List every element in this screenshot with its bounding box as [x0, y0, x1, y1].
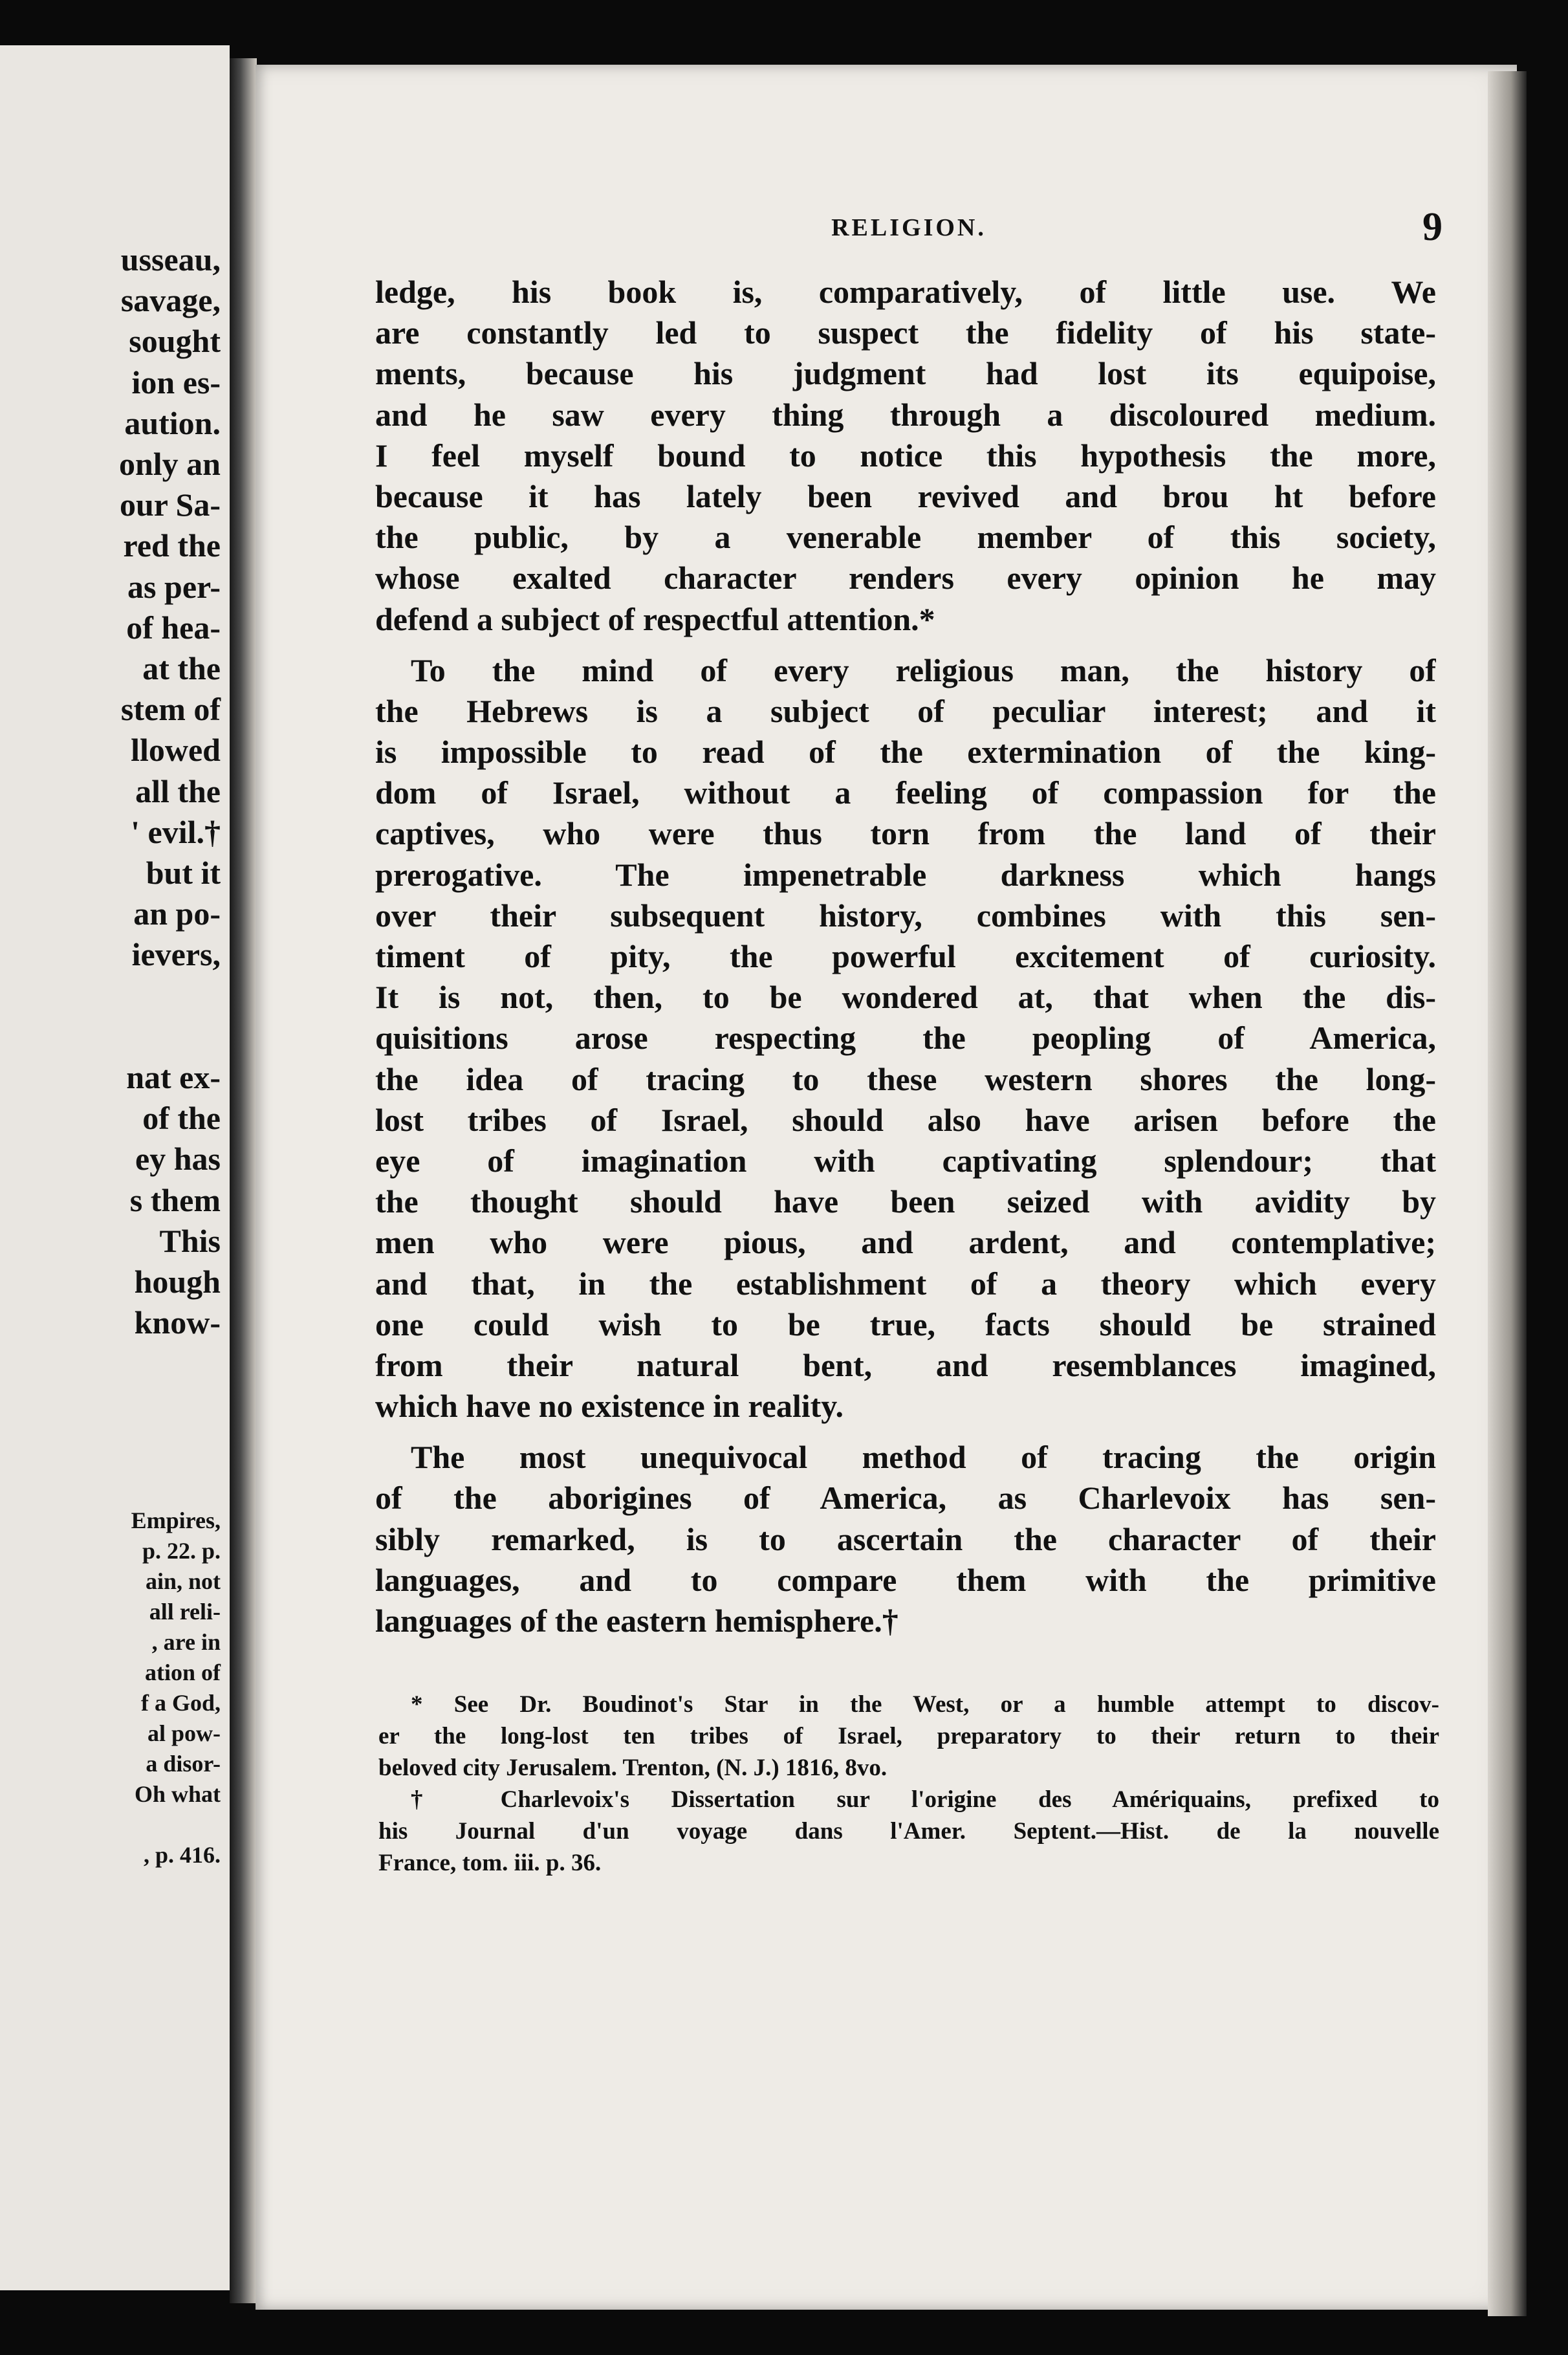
text-line: and that, in the establishment of a theory which every: [375, 1265, 1436, 1302]
left-page-fragment: llowed: [131, 732, 221, 769]
text-line: are constantly led to suspect the fidelity of his state-: [375, 314, 1436, 351]
text-line: timent of pity, the powerful excitement of curiosity.: [375, 938, 1436, 974]
page-number: 9: [1422, 205, 1443, 249]
text-line: To the mind of every religious man, the history of: [411, 652, 1436, 688]
text-line: the Hebrews is a subject of peculiar interest; and it: [375, 692, 1436, 729]
footnote-line: * See Dr. Boudinot's Star in the West, or a humble attempt to discov-: [411, 1691, 1439, 1718]
left-page-fragment: stem of: [120, 691, 221, 728]
left-page-fragment: our Sa-: [119, 487, 221, 523]
footnotes: [378, 1689, 1439, 1879]
left-page-fragment: red the: [123, 527, 221, 564]
text-line: the thought should have been seized with avidity by: [375, 1183, 1436, 1220]
left-page-fragment: of hea-: [126, 609, 221, 646]
left-page-fragment: aution.: [124, 404, 221, 441]
text-line: men who were pious, and ardent, and contemplative;: [375, 1224, 1436, 1261]
text-line: one could wish to be true, facts should be strained: [375, 1306, 1436, 1342]
left-page-fragment: of the: [142, 1100, 221, 1137]
page-edge-shadow: [1488, 71, 1527, 2316]
left-page-fragment: ' evil.†: [131, 813, 221, 850]
left-page-fragment: all the: [135, 772, 221, 809]
left-page-fragment: know-: [134, 1304, 221, 1341]
left-page-fragment: savage,: [120, 282, 221, 319]
footnote-line: † Charlevoix's Dissertation sur l'origine des Amériquains, prefixed to: [411, 1786, 1439, 1813]
left-page-fragment: ion es-: [131, 364, 221, 400]
text-line: languages of the eastern hemisphere.†: [375, 1603, 898, 1639]
text-line: captives, who were thus torn from the land of their: [375, 815, 1436, 852]
left-page-note-fragment: ation of: [145, 1659, 221, 1685]
left-page-fragment: at the: [142, 650, 221, 686]
left-page-fragment: nat ex-: [126, 1059, 221, 1095]
body-text: [375, 272, 1436, 1641]
footnote-line: er the long-lost ten tribes of Israel, preparatory to their return to their: [378, 1723, 1439, 1749]
left-page-fragment: ievers,: [131, 936, 221, 973]
paragraph: [375, 272, 1436, 640]
left-page-note-fragment: ain, not: [145, 1568, 221, 1594]
paragraph-gap: [375, 1427, 1436, 1437]
main-page: [256, 65, 1517, 2310]
text-line: the idea of tracing to these western shores the long-: [375, 1060, 1436, 1097]
footnote-line: France, tom. iii. p. 36.: [378, 1850, 602, 1876]
text-line: whose exalted character renders every opinion he may: [375, 560, 1436, 597]
left-page-note-fragment: Oh what: [134, 1781, 221, 1807]
footnote-line: beloved city Jerusalem. Trenton, (N. J.) 1816, 8vo.: [378, 1755, 887, 1781]
footnote: [378, 1784, 1439, 1879]
left-facing-page: [0, 45, 230, 2290]
text-line: defend a subject of respectful attention.*: [375, 600, 935, 637]
footnote: [378, 1689, 1439, 1784]
left-page-note-fragment: , are in: [151, 1629, 221, 1655]
text-line: It is not, then, to be wondered at, that when the dis-: [375, 979, 1436, 1016]
left-page-note-fragment: , p. 416.: [143, 1842, 221, 1868]
text-line: from their natural bent, and resemblances imagined,: [375, 1346, 1436, 1383]
left-page-fragment: usseau,: [120, 241, 221, 278]
text-line: the public, by a venerable member of this society,: [375, 519, 1436, 556]
paragraph-gap: [375, 640, 1436, 650]
text-line: and he saw every thing through a discoloured medium.: [375, 396, 1436, 433]
text-line: sibly remarked, is to ascertain the character of their: [375, 1520, 1436, 1557]
left-page-note-fragment: a disor-: [146, 1751, 221, 1777]
text-line: over their subsequent history, combines with this sen-: [375, 897, 1436, 934]
text-line: lost tribes of Israel, should also have arisen before the: [375, 1101, 1436, 1138]
left-page-fragment: but it: [146, 855, 221, 891]
left-page-fragment: as per-: [127, 568, 221, 605]
book-gutter: [230, 58, 257, 2303]
text-line: ments, because his judgment had lost its equipoise,: [375, 355, 1436, 392]
text-line: The most unequivocal method of tracing the origin: [411, 1439, 1436, 1476]
text-line: of the aborigines of America, as Charlevoix has sen-: [375, 1480, 1436, 1517]
left-page-fragment: hough: [134, 1264, 221, 1300]
text-line: languages, and to compare them with the primitive: [375, 1561, 1436, 1598]
text-line: quisitions arose respecting the peopling of America,: [375, 1020, 1436, 1057]
left-page-fragment: sought: [129, 323, 221, 360]
paragraph: [375, 1437, 1436, 1641]
left-page-note-fragment: p. 22. p.: [142, 1538, 221, 1564]
left-page-fragment: only an: [118, 446, 221, 482]
left-page-note-fragment: f a God,: [140, 1690, 221, 1716]
left-page-fragment: This: [159, 1222, 221, 1259]
text-line: I feel myself bound to notice this hypothesis the more,: [375, 437, 1436, 474]
text-line: because it has lately been revived and brou ht before: [375, 477, 1436, 514]
footnote-line: his Journal d'un voyage dans l'Amer. Septent.—Hist. de la nouvelle: [378, 1818, 1439, 1845]
left-page-note-fragment: all reli-: [149, 1599, 221, 1625]
left-page-fragment: ey has: [135, 1141, 221, 1178]
left-page-fragment: an po-: [133, 895, 221, 932]
text-line: which have no existence in reality.: [375, 1388, 844, 1425]
page-header: [375, 205, 1443, 259]
left-page-fragment: s them: [129, 1181, 221, 1218]
text-line: is impossible to read of the extermination of the king-: [375, 734, 1436, 771]
text-line: ledge, his book is, comparatively, of little use. We: [375, 274, 1436, 310]
text-line: prerogative. The impenetrable darkness which hangs: [375, 856, 1436, 893]
paragraph: [375, 650, 1436, 1427]
left-page-note-fragment: Empires,: [131, 1507, 221, 1533]
running-title: RELIGION.: [831, 214, 986, 241]
text-line: dom of Israel, without a feeling of compassion for the: [375, 774, 1436, 811]
left-page-note-fragment: al pow-: [147, 1720, 221, 1746]
text-line: eye of imagination with captivating splendour; that: [375, 1142, 1436, 1179]
